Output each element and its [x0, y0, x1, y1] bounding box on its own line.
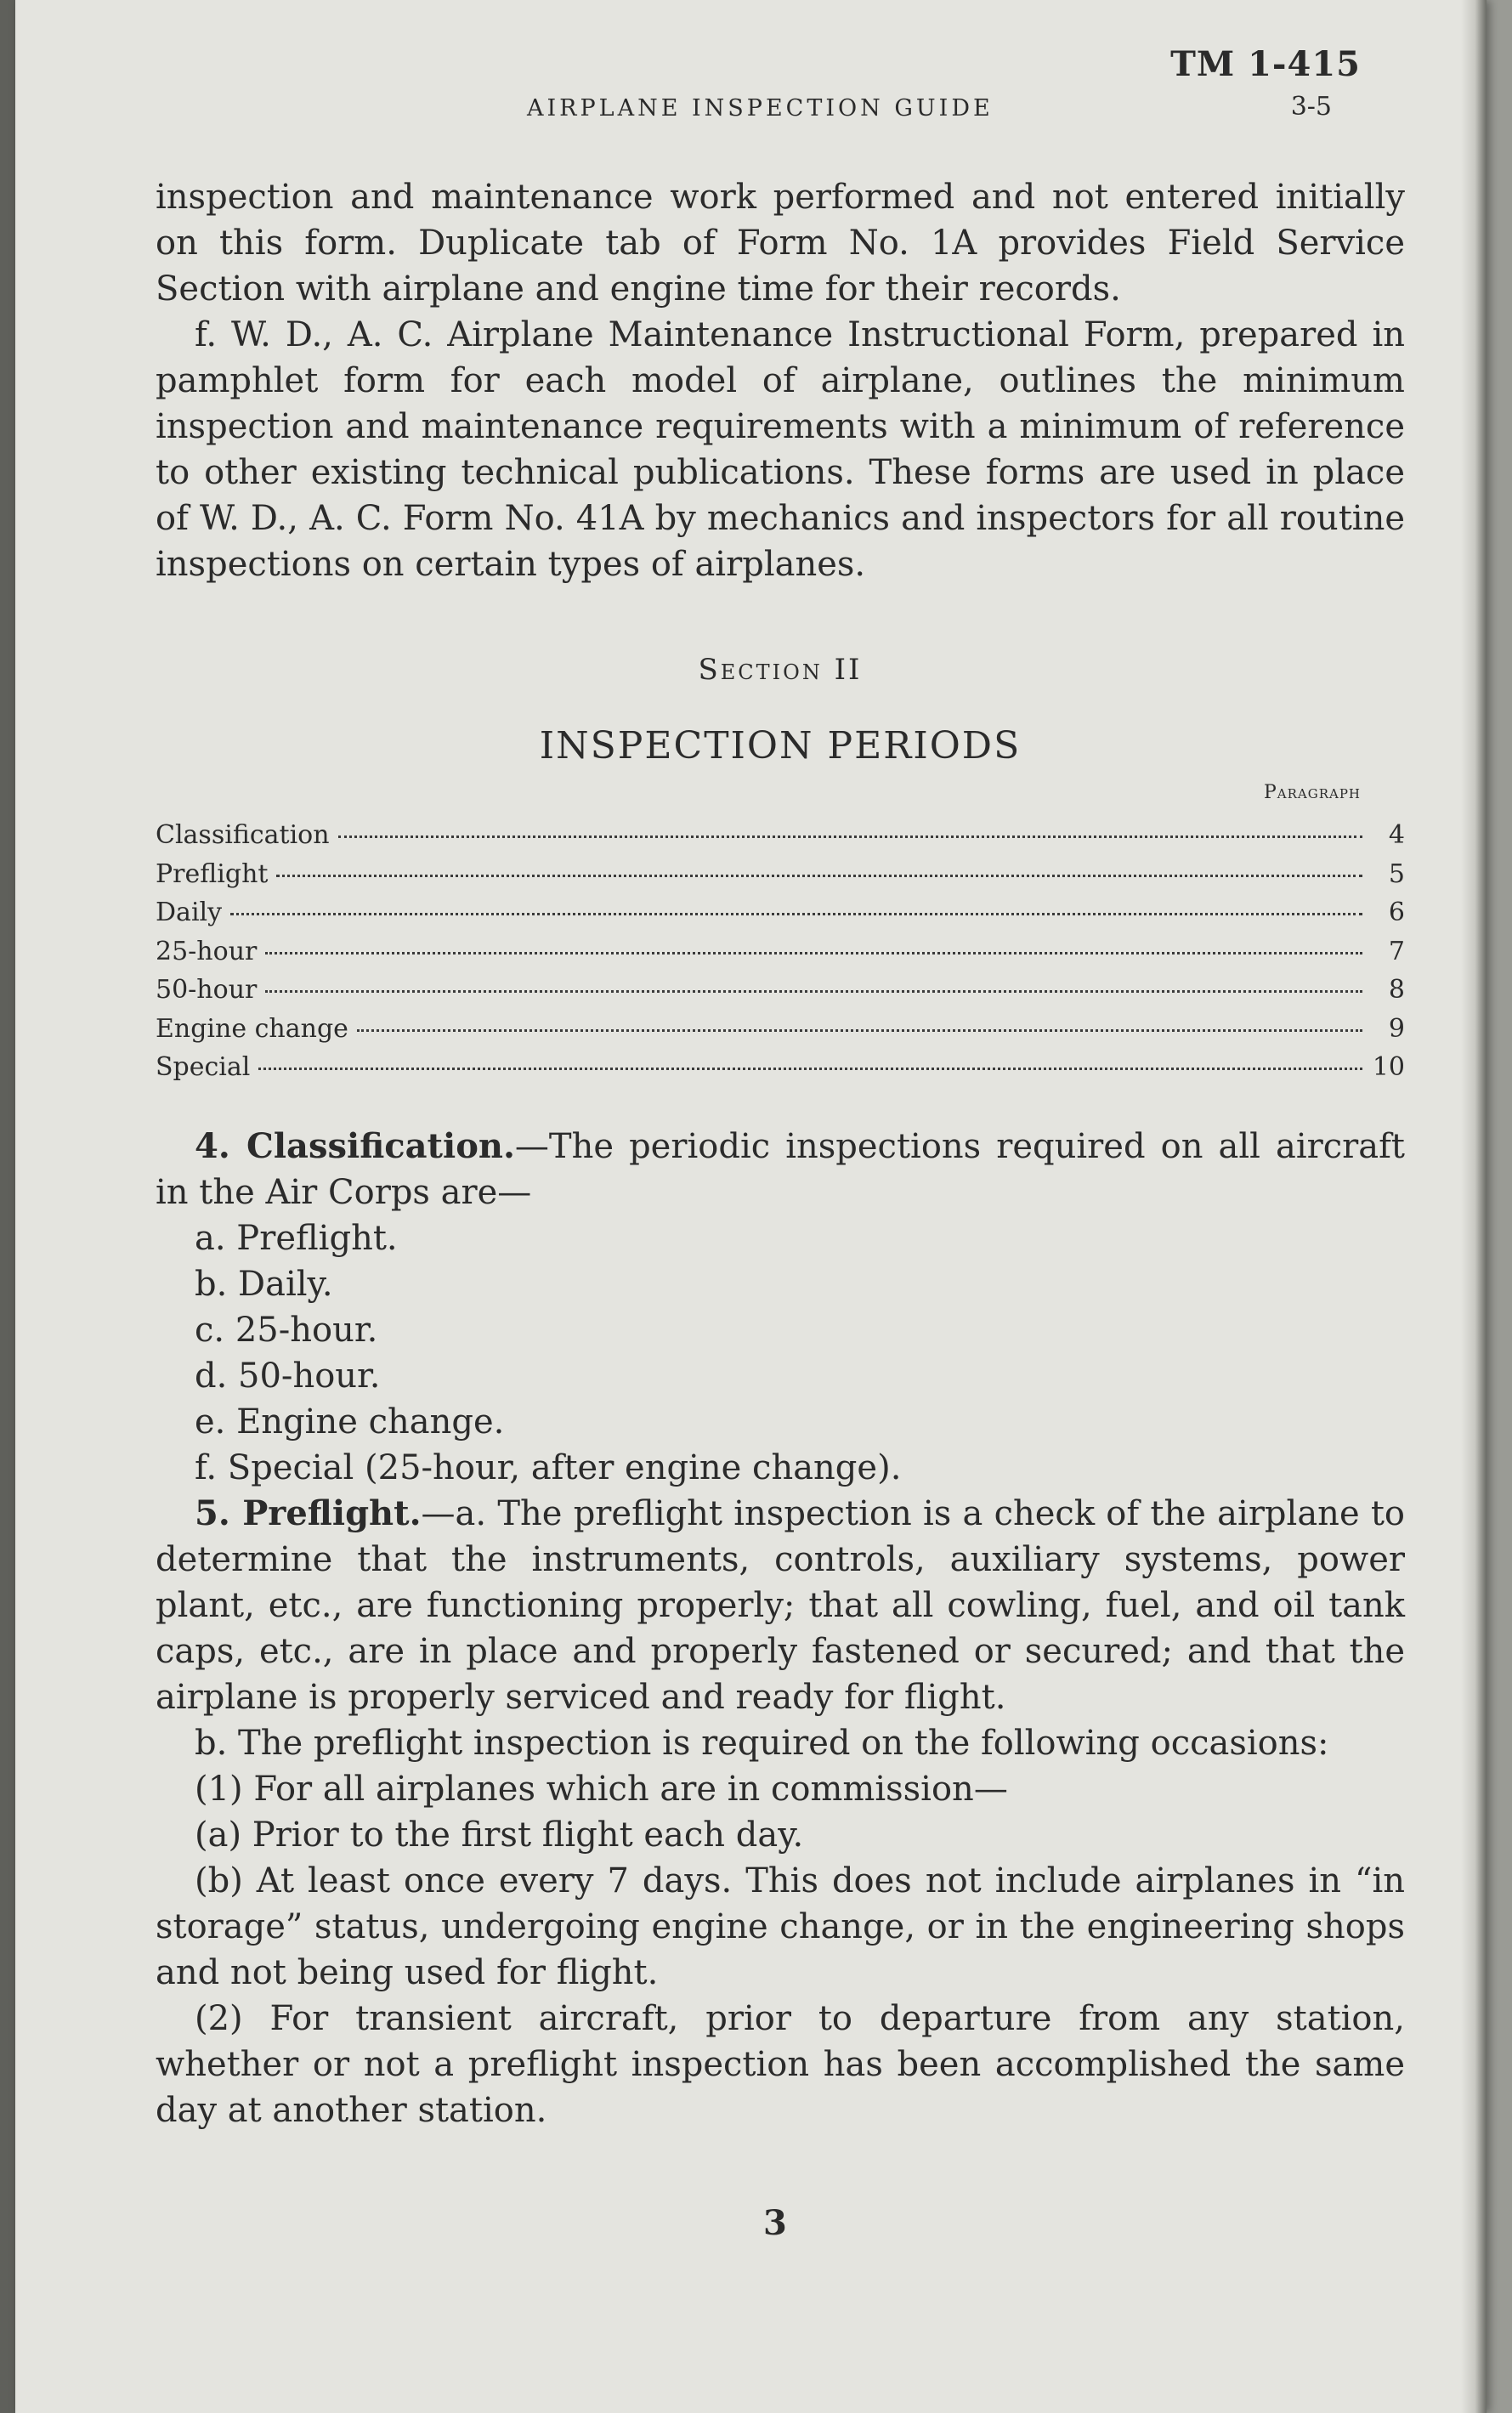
toc-label: Daily: [156, 898, 223, 927]
toc-paragraph-number: 9: [1388, 1013, 1405, 1044]
toc-label: Engine change: [156, 1013, 348, 1044]
toc-leader: [258, 1068, 1362, 1070]
paragraph-5-preflight: [156, 1491, 1405, 2133]
page-reference: 3-5: [1290, 92, 1332, 122]
toc-label: Classification: [156, 820, 330, 850]
page-edge: [1461, 0, 1487, 2413]
paragraph-5-b2: (2) For transient aircraft, prior to departure from any station, whether or not a preflight inspection has been accomplished the same day at another station.: [156, 1999, 1405, 2130]
toc-leader: [265, 990, 1362, 993]
paragraph-5-b1a: (a) Prior to the first flight each day.: [195, 1815, 804, 1855]
running-title: AIRPLANE INSPECTION GUIDE: [527, 95, 994, 122]
toc-label: 50-hour: [156, 975, 258, 1005]
paragraph-5-heading: 5. Preflight.: [195, 1493, 422, 1533]
toc-row: [156, 859, 1405, 898]
intro-text: [156, 174, 1405, 587]
document-page: [15, 0, 1487, 2413]
tm-number: TM 1-415: [1170, 44, 1361, 84]
list-item: a. Preflight.: [195, 1219, 398, 1258]
toc-leader: [357, 1029, 1362, 1032]
toc-paragraph-number: 8: [1388, 975, 1405, 1005]
table-of-contents: [156, 820, 1405, 1091]
toc-paragraph-number: 5: [1388, 858, 1405, 889]
paragraph-4-heading: 4. Classification.: [195, 1126, 515, 1166]
toc-row: [156, 937, 1405, 976]
paragraph-5-b1: (1) For all airplanes which are in commission—: [195, 1770, 1008, 1809]
list-item: c. 25-hour.: [195, 1311, 378, 1350]
book-spine-shadow: [0, 0, 15, 2413]
toc-leader: [265, 952, 1362, 954]
page-number: 3: [763, 2203, 787, 2243]
toc-leader: [338, 835, 1362, 838]
paragraph-5-b1b: (b) At least once every 7 days. This does not include airplanes in “in storage” status, undergoing engine change, or in the engineering shops and not being used for flight.: [156, 1861, 1405, 1992]
toc-row: [156, 1014, 1405, 1053]
paragraph-4-text: —The periodic inspections required on all aircraft in the Air Corps are—: [156, 1127, 1405, 1212]
intro-continued: inspection and maintenance work performed and not entered initially on this form. Duplicate tab of Form No. 1A provides Field Service Section with airplane and engine time for their records.: [156, 178, 1405, 309]
toc-column-header: Paragraph: [1263, 782, 1361, 803]
toc-leader: [230, 913, 1362, 915]
toc-leader: [276, 875, 1362, 877]
intro-paragraph-f: f. W. D., A. C. Airplane Maintenance Instructional Form, prepared in pamphlet form for each model of airplane, outlines the minimum inspection and maintenance requirements with a minimum of reference to other existing technical publications. These forms are used in place of W. D., A. C. Form No. 41A by mechanics and inspectors for all routine inspections on certain types of airplanes.: [156, 315, 1405, 584]
toc-paragraph-number: 7: [1388, 936, 1405, 966]
list-item: d. 50-hour.: [195, 1357, 381, 1396]
list-item: e. Engine change.: [195, 1402, 505, 1442]
toc-row: [156, 1052, 1405, 1091]
toc-paragraph-number: 6: [1388, 898, 1405, 927]
toc-label: 25-hour: [156, 936, 258, 966]
toc-row: [156, 975, 1405, 1014]
paragraph-5-b: b. The preflight inspection is required on the following occasions:: [195, 1724, 1329, 1763]
paragraph-5-a-text: —a. The preflight inspection is a check of the airplane to determine that the instruments, controls, auxiliary systems, power plant, etc., are functioning properly; that all cowling, fuel, and oil tank caps, etc., are in place and properly fastened or secured; and that the airplane is properly serviced and ready for flight.: [156, 1494, 1406, 1717]
toc-label: Special: [156, 1052, 251, 1082]
list-item: b. Daily.: [195, 1265, 333, 1304]
toc-paragraph-number: 10: [1372, 1052, 1405, 1082]
paragraph-4-classification: [156, 1124, 1405, 1491]
toc-paragraph-number: 4: [1388, 820, 1405, 850]
section-number: Section II: [698, 653, 863, 687]
list-item: f. Special (25-hour, after engine change).: [195, 1448, 902, 1487]
toc-label: Preflight: [156, 858, 269, 889]
section-title: INSPECTION PERIODS: [539, 724, 1022, 768]
paragraph-5-a: [156, 1491, 1405, 1720]
toc-row: [156, 820, 1405, 859]
paragraph-4-lead: [156, 1124, 1405, 1215]
toc-row: [156, 898, 1405, 937]
